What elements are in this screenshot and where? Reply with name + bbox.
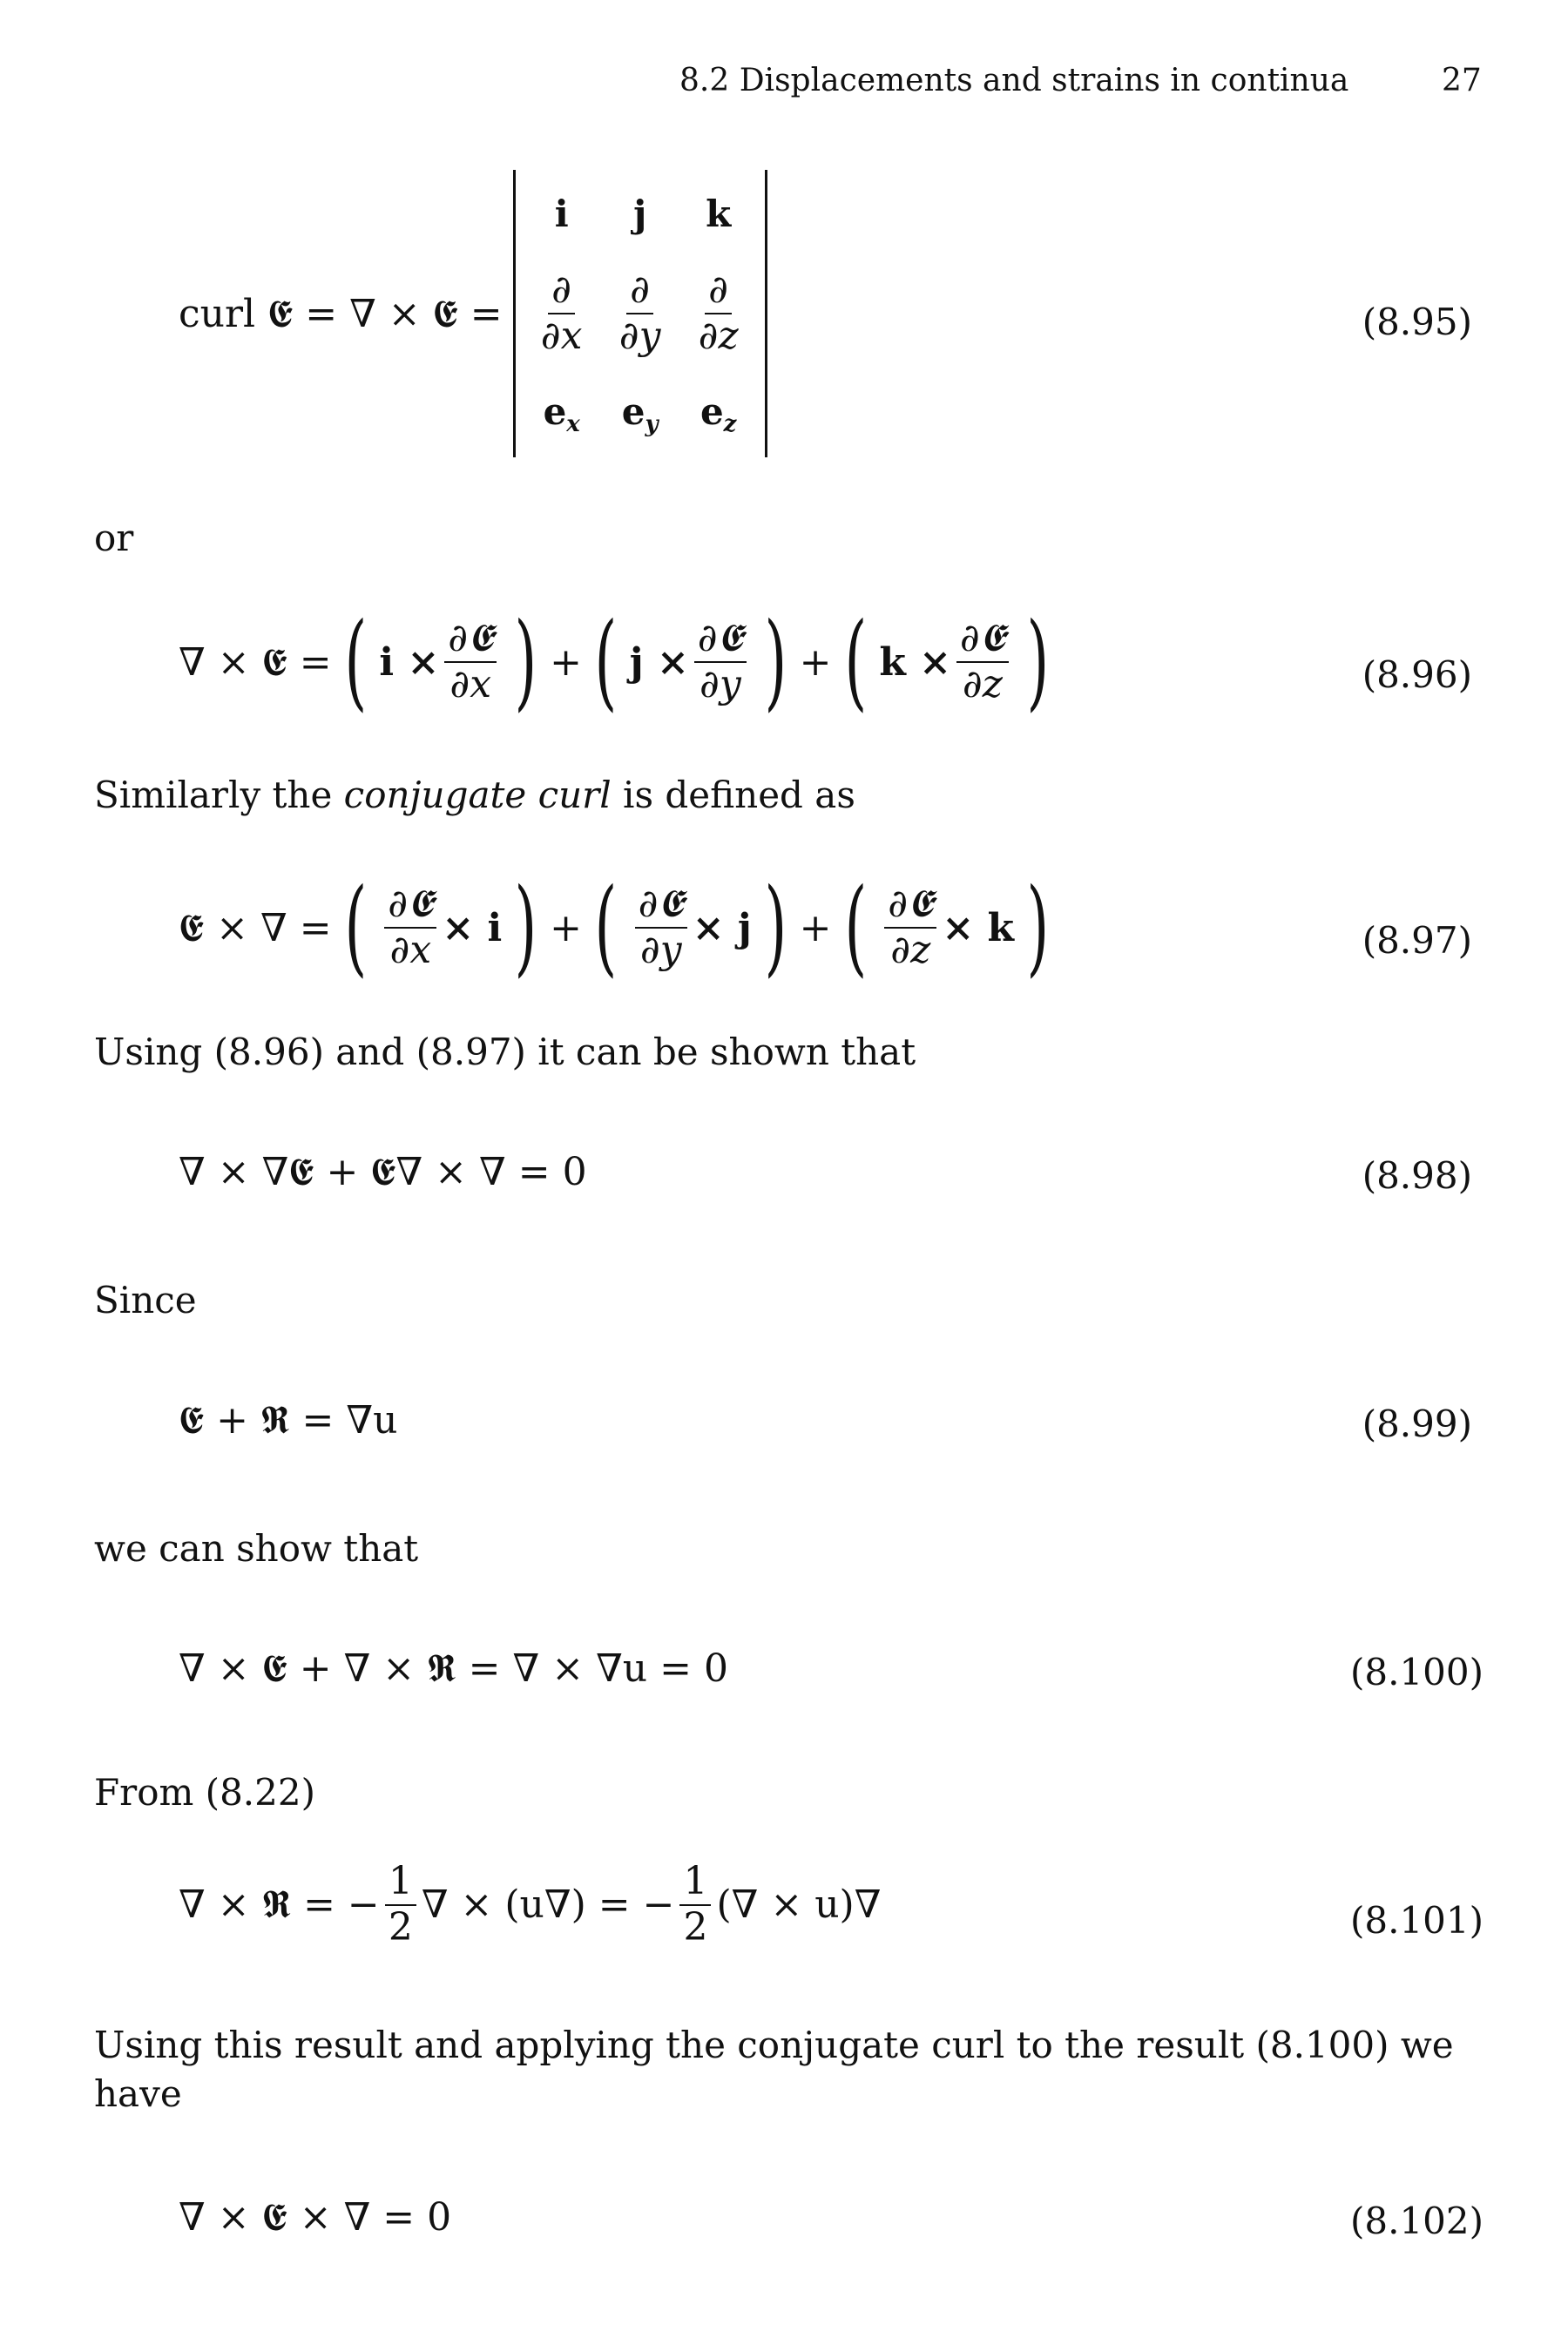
- section-title: 8.2 Displacements and strains in continua: [679, 63, 1349, 98]
- running-header: [679, 63, 1482, 98]
- det-ex: $e_x$: [543, 390, 580, 437]
- eq-number-8-100: (8.100): [1350, 1651, 1484, 1693]
- eq-number-8-97: (8.97): [1362, 919, 1472, 962]
- det-j: j: [633, 192, 647, 235]
- eq-number-8-101: (8.101): [1350, 1899, 1484, 1942]
- paragraph-using: Using (8.96) and (8.97) it can be shown that: [94, 1031, 916, 1073]
- paragraph-since: Since: [94, 1279, 197, 1321]
- equation-8-98: ∇ × ∇𝕰 + 𝕰∇ × ∇ = 0: [179, 1150, 587, 1194]
- det-k: k: [706, 192, 732, 235]
- det-i: i: [554, 192, 569, 235]
- det-d-dy: $\frac{\partial}{\partial y}$: [618, 267, 661, 358]
- paragraph-using-result: Using this result and applying the conjugate curl to the result (8.100) we have: [94, 2024, 1454, 2115]
- paragraph-similarly: Similarly the conjugate curl is defined as: [94, 774, 855, 816]
- det-ez: $e_z$: [700, 390, 737, 437]
- eq-8-96-lhs: ∇ × 𝕰 =: [179, 639, 332, 685]
- det-d-dx: $\frac{\partial}{\partial x}$: [540, 267, 583, 358]
- eq-number-8-96: (8.96): [1362, 653, 1472, 696]
- equation-8-101: ∇ × 𝕽 = − $\frac{1}{2}$ ∇ × (u∇) = − $\frac{1}{2}$ (∇ × u)∇: [179, 1859, 882, 1950]
- paragraph-we-can: we can show that: [94, 1527, 419, 1570]
- det-d-dz: $\frac{\partial}{\partial z}$: [698, 267, 739, 358]
- page-number: 27: [1442, 63, 1482, 98]
- paragraph-from: From (8.22): [94, 1771, 315, 1814]
- eq-8-97-lhs: 𝕰 × ∇ =: [179, 905, 332, 950]
- equation-8-97: 𝕰 × ∇ = ( $\frac{\text{∂𝕰}}{\partial x}$ × i ) + ( $\frac{\text{∂𝕰}}{\partial y}$ × j ) + ( $\frac{\text{∂𝕰}}{\partial z}$ × k ): [179, 867, 1050, 988]
- determinant: [513, 170, 767, 457]
- eq-8-95-lhs: curl 𝕰 = ∇ × 𝕰 =: [179, 291, 503, 336]
- equation-8-102: ∇ × 𝕰 × ∇ = 0: [179, 2195, 452, 2240]
- det-ey: $e_y$: [621, 390, 659, 437]
- eq-number-8-95: (8.95): [1362, 301, 1472, 343]
- equation-8-100: ∇ × 𝕰 + ∇ × 𝕽 = ∇ × ∇u = 0: [179, 1646, 728, 1691]
- equation-8-96: ∇ × 𝕰 = ( i × $\frac{\text{∂𝕰}}{\partial x}$ ) + ( j × $\frac{\text{∂𝕰}}{\partial y}$ ) + ( k × $\frac{\text{∂𝕰}}{\partial z}$ ): [179, 601, 1050, 722]
- eq-number-8-98: (8.98): [1362, 1154, 1472, 1197]
- eq-number-8-99: (8.99): [1362, 1402, 1472, 1445]
- paragraph-or: or: [94, 517, 134, 559]
- eq-number-8-102: (8.102): [1350, 2200, 1484, 2242]
- equation-8-99: 𝕰 + 𝕽 = ∇u: [179, 1398, 398, 1443]
- equation-8-95: [179, 170, 767, 457]
